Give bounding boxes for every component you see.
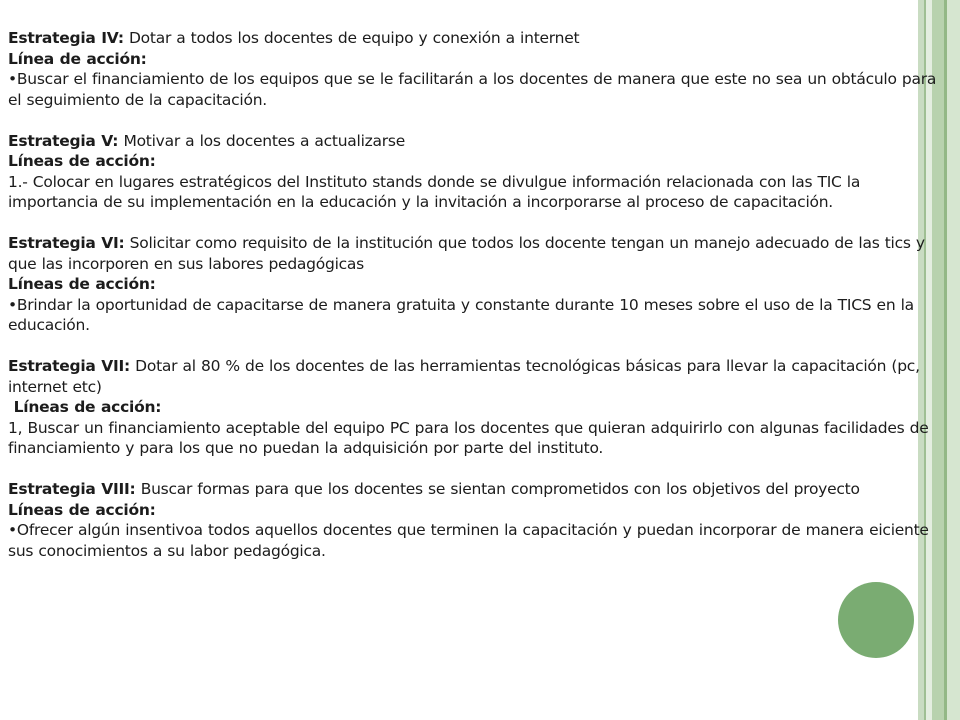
action-lines-label: Línea de acción:: [8, 49, 147, 68]
strategy-heading: [8, 479, 944, 500]
strategy-label: Estrategia V:: [8, 131, 119, 150]
decorative-stripe: [947, 0, 960, 720]
strategy-text: Buscar formas para que los docentes se sientan comprometidos con los objetivos del proyecto: [135, 480, 860, 498]
action-lines-label: Líneas de acción:: [8, 275, 156, 293]
action-lines-label: Líneas de acción:: [8, 398, 162, 416]
strategy-text: Motivar a los docentes a actualizarse: [118, 131, 406, 150]
strategy-text: Dotar a todos los docentes de equipo y conexión a internet: [123, 29, 580, 47]
action-item: •Buscar el financiamiento de los equipos que se le facilitarán a los docentes de manera que este no sea un obtáculo para el seguimiento de la capacitación.: [8, 70, 937, 109]
strategy-text: Dotar al 80 % de los docentes de las herramientas tecnológicas básicas para llevar la capacitación (pc, internet etc): [8, 357, 920, 396]
decorative-circle: [838, 582, 914, 658]
strategy-heading: [8, 131, 944, 152]
strategy-label: Estrategia IV:: [8, 29, 124, 47]
action-item: •Brindar la oportunidad de capacitarse de manera gratuita y constante durante 10 meses sobre el uso de la TICS en la educación.: [8, 295, 914, 334]
strategy-label: Estrategia VIII:: [8, 480, 136, 498]
strategy-heading: [8, 233, 944, 274]
strategy-label: Estrategia VI:: [8, 234, 125, 252]
action-lines-label: Líneas de acción:: [8, 152, 156, 170]
slide-text-body: [8, 28, 944, 561]
action-lines-label: Líneas de acción:: [8, 500, 156, 519]
action-item: 1.- Colocar en lugares estratégicos del Instituto stands donde se divulgue información relacionada con las TIC la importancia de su implementación en la educación y la invitación a incorporarse al proceso de capacitación.: [8, 172, 861, 211]
strategy-heading: [8, 28, 944, 49]
strategy-label: Estrategia VII:: [8, 357, 130, 375]
action-item: 1, Buscar un financiamiento aceptable del equipo PC para los docentes que quieran adquirirlo con algunas facilidades de financiamiento y para los que no puedan la adquisición por parte del instituto.: [8, 418, 929, 457]
action-item: •Ofrecer algún insentivoa todos aquellos docentes que terminen la capacitación y puedan incorporar de manera eiciente sus conocimientos a su labor pedagógica.: [8, 521, 929, 560]
strategy-text: Solicitar como requisito de la institución que todos los docente tengan un manejo adecuado de las tics y que las incorporen en sus labores pedagógicas: [8, 234, 925, 273]
strategy-heading: [8, 356, 944, 397]
